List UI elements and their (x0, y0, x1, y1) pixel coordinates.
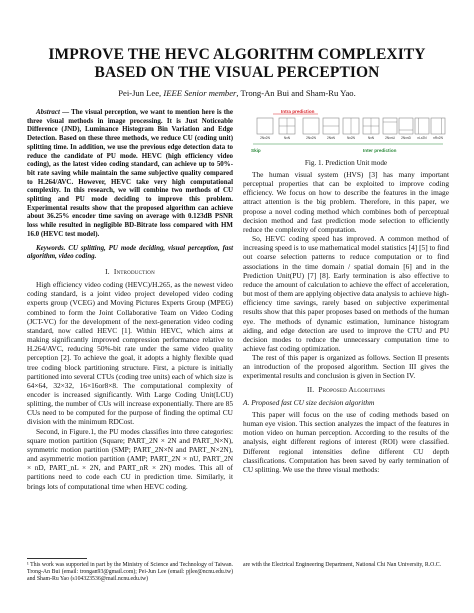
intro-paragraph: Second, in Figure.1, the PU modes classifies into three categories: square motion partition (Square; PART_2N × 2N and PART_N×N), symmetric motion partition (SMP; PART_2N×N and PART_N×2N), and asymmetric motion partition (AMP; PART_2N × nU, PART_2N × nD, PART_nL × 2N, and PART_nR × 2N) modes. This all of partitions need to code each CU in prediction time. Similarly, it brings lots of computational time when HEVC coding. (27, 426, 233, 491)
keywords: Keywords. CU splitting, PU mode deciding, visual perception, fast algorithm, video coding. (27, 243, 233, 261)
pu-label: NxN (283, 136, 291, 140)
pu-label: 2NxN (327, 136, 335, 140)
body-paragraph: This paper will focus on the use of coding methods based on human eye vision. This section analyzes the impact of the features in motion video on human perception. According to the results of the analysis, eight different regions of interest (ROI) were classified. Different regional intensities define different CU depth classifications. Computation has been saved by early termination of CU splitting. We use the three visual methods: (243, 409, 449, 474)
body-paragraph: The rest of this paper is organized as follows. Section II presents an introduction of the proposed algorithm. Section III gives the experimental results and conclusion is given in Section IV. (243, 353, 449, 381)
pu-label: nRx2N (433, 136, 443, 140)
pu-label: Nx2N (347, 136, 355, 140)
section-heading-proposed: II. Proposed Algorithms (306, 384, 386, 394)
subsection-heading: A. Proposed fast CU size decision algorithm (243, 397, 375, 407)
intra-prediction-label: Intra prediction (281, 109, 315, 114)
pu-label: 2NxnD (401, 136, 411, 140)
figure-caption: Fig. 1. Prediction Unit mode (304, 159, 388, 167)
pu-label: nLx2N (417, 136, 427, 140)
pu-label: 2Nx2N (306, 136, 316, 140)
skip-label: Skip (251, 148, 261, 153)
abstract: Abstract — The visual perception, we want to mention here is the three visual methods in image processing. It is Just Noticeable Difference (JND), Luminance Histogram Bin Variation and Edge Detection. Based on these three methods, we reduce CU (coding unit) splitting time. In addition, we use the previous edge detection data to reduce the candidate of PU mode. HEVC (high efficiency video coding), as the latest video coding standard, can achieve up to 50%-bit rate saving while maintain the same subjective quality compared to H.264/AVC. However, HEVC take very high computational complexity. In this research, we will combine two methods of CU splitting and PU mode deciding to improve this problem. Experimental results show that the proposed algorithm can achieve about 36.25% encoder time saving on average with 0.123dB PSNR loss while resulted in negligible BD-Bitrate loss compared with HM 16.0 (HEVC test model). (27, 108, 233, 238)
left-column (27, 108, 233, 491)
pu-label: 2Nx2N (260, 136, 270, 140)
pu-label: NxN (367, 136, 375, 140)
footnote-right: are with the Electrical Engineering Department, National Chi Nan University, R.O.C. (243, 562, 442, 568)
pu-label: 2NxnU (385, 136, 395, 140)
intro-paragraph: High efficiency video coding (HEVC)/H.265, as the newest video coding standard, is a joint video project developed video coding experts group (VCEG) and Moving Pictures Experts Group (MPEG) combined to form the Joint Collaborative Team on Video Coding (JCT-VC) for the development of the next-generation video coding standard, now called HEVC [1]. Within HEVC, which aims at making significantly improved compression performance relative to H.264/AVC, reducing 50%-bit rate under the same video quality perception [2]. To achieve the goal, it adopts a highly flexible quad tree coding block partitioning structure. First, a picture is initially partitioned into several CTUs (coding tree units) each of which size is 64×64, 32×32, 16×16or8×8. The computational complexity of encoder is increased significantly. With Large Coding Unit(LCU) splitting, the number of CUs will increase exponentially. There are 85 CUs need to be computed for the purpose of finding the optimal CU division with the minimum RDCost. (27, 280, 233, 427)
author-line: Pei-Jun Lee, IEEE Senior member, Trong-An Bui and Sham-Ru Yao. (118, 88, 356, 98)
footnote-rule (27, 558, 87, 559)
body-paragraph: The human visual system (HVS) [3] has many important perceptual properties that can be exploited to improve coding efficiency. We focus on how to describe the features in the image attract attention is the big problem. Therefore, in this paper, we propose a novel coding method which combines both of perceptual decision method and fast prediction mode selection to efficiently reduce the complexity of computation. (243, 170, 449, 234)
paper-title: IMPROVE THE HEVC ALGORITHM COMPLEXITY BASED ON THE VISUAL PERCEPTION (48, 46, 426, 81)
body-paragraph: So, HEVC coding speed has improved. A common method of increasing speed is to use mathematical model statistics [4] [5] to find out coarse selection patterns to reduce computation or to find associations in the time domain / spatial domain [6] and in the Prediction Unit(PU) [7] [8]. Early termination is also effective to reduce the amount of calculation to achieve the effect of acceleration, but most of them are applying objective data analysis to achieve high-efficiency time savings, rarely based on subjective experimental results show that this paper proposes based on methods of the human eye. The methods of dynamic estimation, luminance histogram aiding, and edge detection are used to improve the CTU and PU decision modes to reduce the unnecessary computation time to achieve fast coding optimization. (243, 234, 449, 353)
right-column (243, 170, 449, 474)
section-heading-introduction: I. Introduction (105, 266, 155, 276)
pu-mode-figure (243, 106, 449, 158)
inter-prediction-label: Inter prediction (363, 148, 397, 153)
footnote-left: ¹ This work was supported in part by the Ministry of Science and Technology of Taiwan. Trong-An Bui (email: trongan93@gmail.com); Pei-Jun Lee (email: pjlee@ncnu.edu.tw) and Sham-Ru Yao (s104323536@mail.ncnu.edu.tw) (27, 562, 233, 582)
